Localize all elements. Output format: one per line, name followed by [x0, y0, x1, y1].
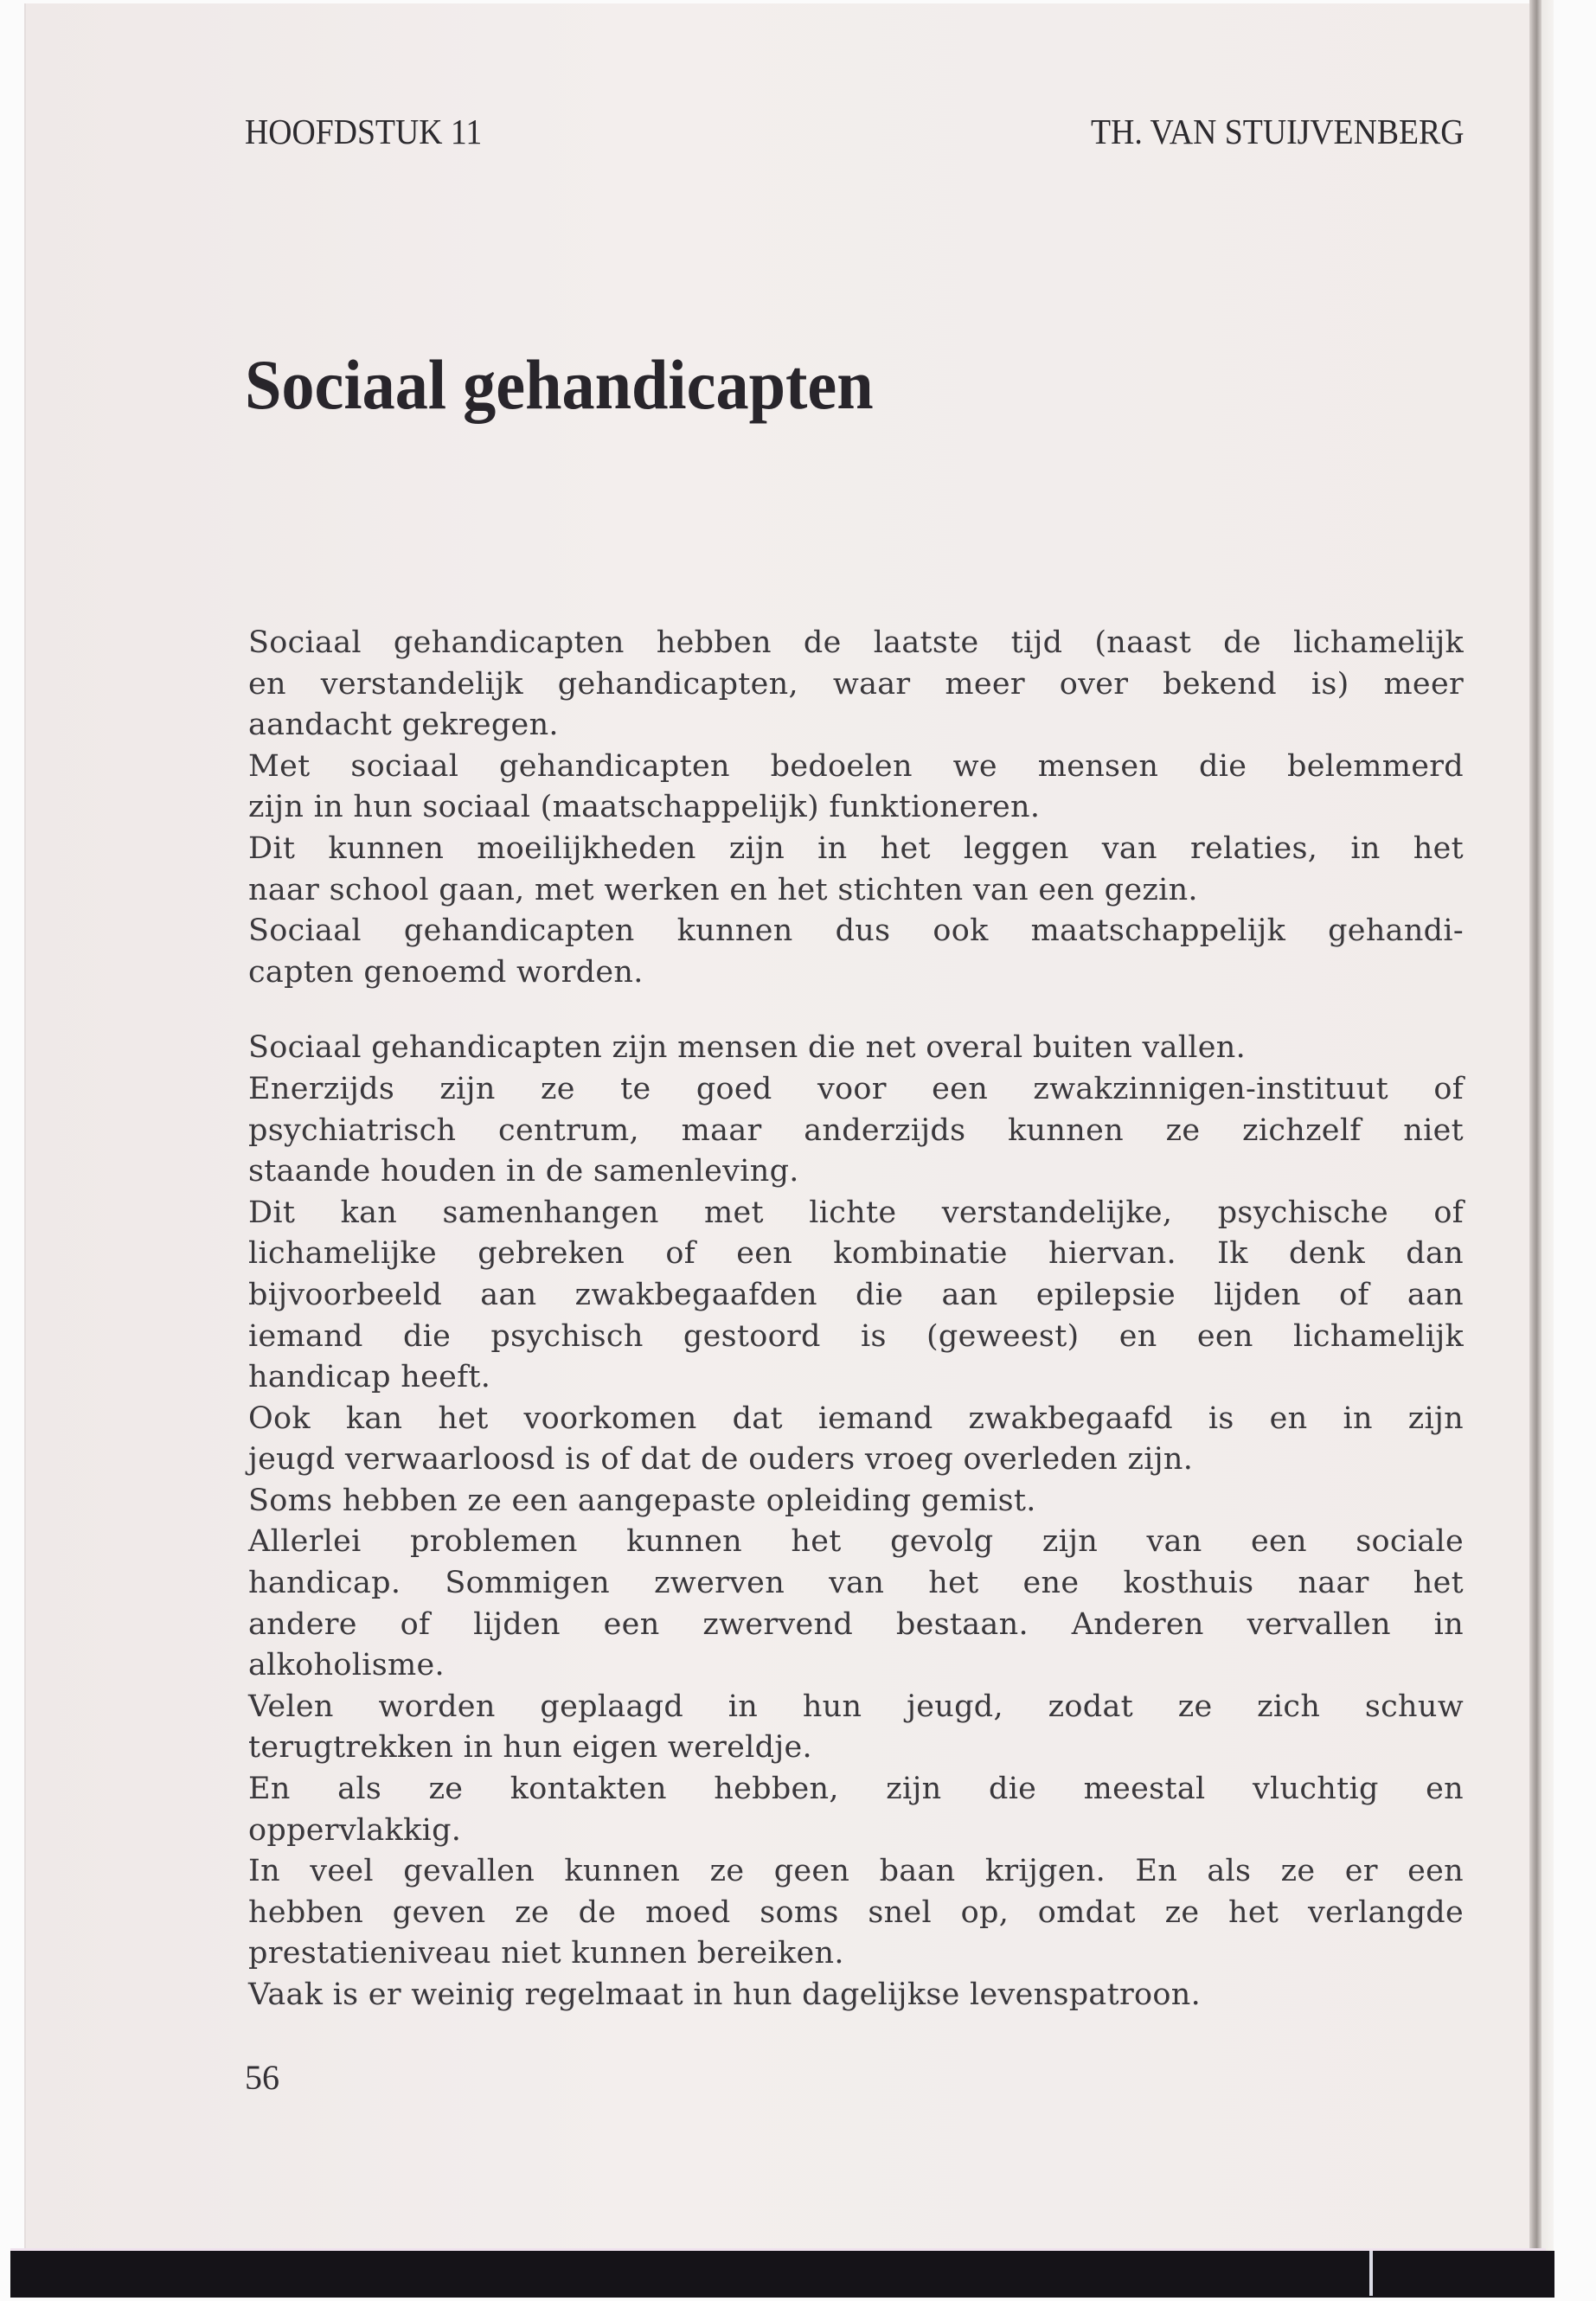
author-name: TH. VAN STUIJVENBERG	[1091, 112, 1465, 151]
paragraph-gap	[248, 993, 1464, 1028]
text-line: hebben geven ze de moed soms snel op, omdat ze het verlangde	[248, 1894, 1464, 1930]
text-line: lichamelijke gebreken of een kombinatie hiervan. Ik denk dan	[248, 1236, 1464, 1272]
text-line: naar school gaan, met werken en het stichten van een gezin.	[248, 872, 1198, 907]
paragraph-2	[248, 1028, 1464, 2016]
text-line: En als ze kontakten hebben, zijn die meestal vluchtig en	[248, 1772, 1464, 1807]
text-line: bijvoorbeeld aan zwakbegaafden die aan epilepsie lijden of aan	[248, 1277, 1464, 1312]
text-line: iemand die psychisch gestoord is (geweest) en een lichamelijk	[248, 1318, 1464, 1354]
paragraph-1	[248, 623, 1464, 993]
chapter-title: Sociaal gehandicapten	[245, 345, 874, 424]
text-line: In veel gevallen kunnen ze geen baan krijgen. En als ze er een	[248, 1854, 1464, 1889]
text-line: Velen worden geplaagd in hun jeugd, zodat ze zich schuw	[248, 1689, 1464, 1724]
text-line: oppervlakkig.	[248, 1812, 462, 1848]
body-text	[248, 623, 1464, 2016]
text-line: Vaak is er weinig regelmaat in hun dagelijkse levenspatroon.	[248, 1977, 1201, 2012]
text-line: Sociaal gehandicapten hebben de laatste tijd (naast de lichamelijk	[248, 625, 1464, 660]
text-line: en verstandelijk gehandicapten, waar meer over bekend is) meer	[248, 666, 1464, 702]
text-line: alkoholisme.	[248, 1648, 445, 1683]
text-line: Sociaal gehandicapten kunnen dus ook maatschappelijk gehandi-	[248, 913, 1464, 949]
text-line: handicap. Sommigen zwerven van het ene kosthuis naar het	[248, 1566, 1464, 1601]
text-line: zijn in hun sociaal (maatschappelijk) funktioneren.	[248, 790, 1041, 825]
page-edge-outer	[1542, 0, 1554, 2284]
chapter-label: HOOFDSTUK 11	[245, 112, 483, 151]
text-line: andere of lijden een zwervend bestaan. Anderen vervallen in	[248, 1606, 1464, 1642]
text-line: psychiatrisch centrum, maar anderzijds kunnen ze zichzelf niet	[248, 1112, 1464, 1148]
text-line: terugtrekken in hun eigen wereldje.	[248, 1730, 812, 1766]
running-header	[245, 111, 1464, 154]
text-line: Dit kunnen moeilijkheden zijn in het leggen van relaties, in het	[248, 830, 1464, 866]
page-number: 56	[245, 2058, 279, 2097]
text-line: prestatieniveau niet kunnen bereiken.	[248, 1936, 844, 1971]
text-line: handicap heeft.	[248, 1360, 491, 1395]
text-line: Sociaal gehandicapten zijn mensen die net overal buiten vallen.	[248, 1030, 1247, 1066]
text-line: capten genoemd worden.	[248, 954, 644, 990]
text-line: Met sociaal gehandicapten bedoelen we mensen die belemmerd	[248, 748, 1464, 784]
text-line: jeugd verwaarloosd is of dat de ouders vroeg overleden zijn.	[248, 1442, 1194, 1477]
text-line: aandacht gekregen.	[248, 708, 559, 743]
bottom-band-divider	[1369, 2251, 1373, 2296]
page-edge-shadow	[1529, 0, 1542, 2258]
text-line: Soms hebben ze een aangepaste opleiding gemist.	[248, 1483, 1036, 1518]
text-line: Allerlei problemen kunnen het gevolg zijn van een sociale	[248, 1524, 1464, 1560]
text-line: Dit kan samenhangen met lichte verstandelijke, psychische of	[248, 1195, 1464, 1230]
text-line: Ook kan het voorkomen dat iemand zwakbegaafd is en in zijn	[248, 1400, 1464, 1436]
text-line: Enerzijds zijn ze te goed voor een zwakzinnigen-instituut of	[248, 1071, 1464, 1106]
bottom-dark-band	[10, 2251, 1554, 2298]
text-line: staande houden in de samenleving.	[248, 1154, 799, 1189]
